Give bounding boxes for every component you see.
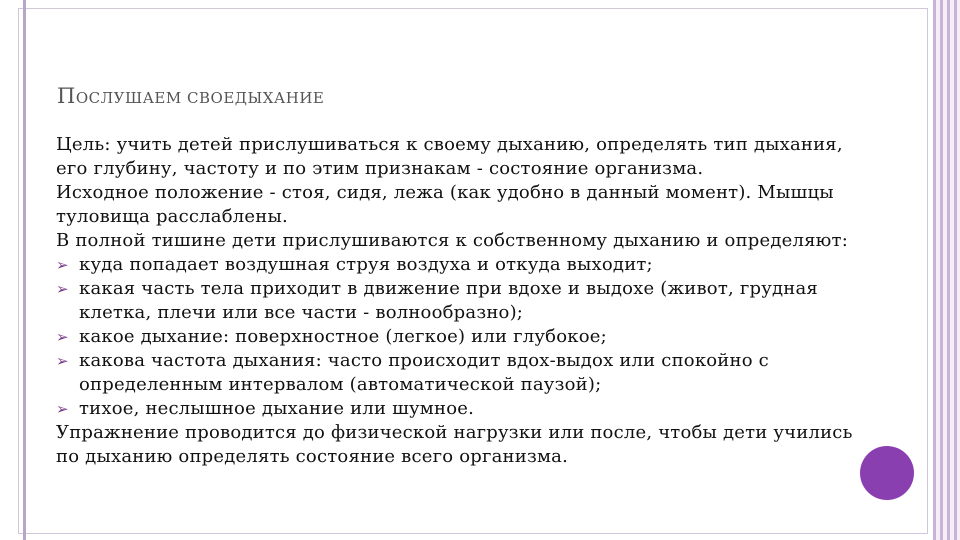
title-initial: П <box>57 84 76 108</box>
paragraph-goal: Цель: учить детей прислушиваться к своему дыханию, определять тип дыхания, его глубину, частоту и по этим признакам - состояние организма. <box>56 134 843 179</box>
arrow-bullet-icon: ➢ <box>56 328 69 346</box>
paragraph-closing: Упражнение проводится до физической нагрузки или после, чтобы дети учились по дыханию определять состояние всего организма. <box>56 422 853 467</box>
bullet-text: какое дыхание: поверхностное (легкое) или глубокое; <box>79 326 607 347</box>
paragraph-position: Исходное положение - стоя, сидя, лежа (как удобно в данный момент). Мышцы туловища расслаблены. <box>56 182 834 227</box>
bullet-text: куда попадает воздушная струя воздуха и откуда выходит; <box>79 254 653 275</box>
bullet-text: какая часть тела приходит в движение при вдохе и выдохе (живот, грудная клетка, плечи или все части - волнообразно); <box>79 278 818 323</box>
arrow-bullet-icon: ➢ <box>56 400 69 418</box>
arrow-bullet-icon: ➢ <box>56 352 69 370</box>
arrow-bullet-icon: ➢ <box>56 280 69 298</box>
decorative-circle <box>860 446 914 500</box>
bullet-text: какова частота дыхания: часто происходит вдох-выдох или спокойно с определенным интервалом (автоматической паузой); <box>79 350 769 395</box>
bullet-text: тихое, неслышное дыхание или шумное. <box>79 398 475 419</box>
paragraph-silence: В полной тишине дети прислушиваются к собственному дыханию и определяют: <box>56 230 848 251</box>
arrow-bullet-icon: ➢ <box>56 256 69 274</box>
right-stripe-border <box>933 0 960 540</box>
title-word-2: СВОЕДЫХАНИЕ <box>187 89 325 107</box>
title-word-1: ОСЛУШАЕМ <box>75 89 188 107</box>
slide-title <box>57 84 324 108</box>
left-accent-line <box>23 0 26 540</box>
bullet-item <box>56 349 856 397</box>
bullet-item <box>56 397 856 421</box>
bullet-item <box>56 253 856 277</box>
bullet-item <box>56 277 856 325</box>
slide-body <box>56 133 856 469</box>
bullet-item <box>56 325 856 349</box>
